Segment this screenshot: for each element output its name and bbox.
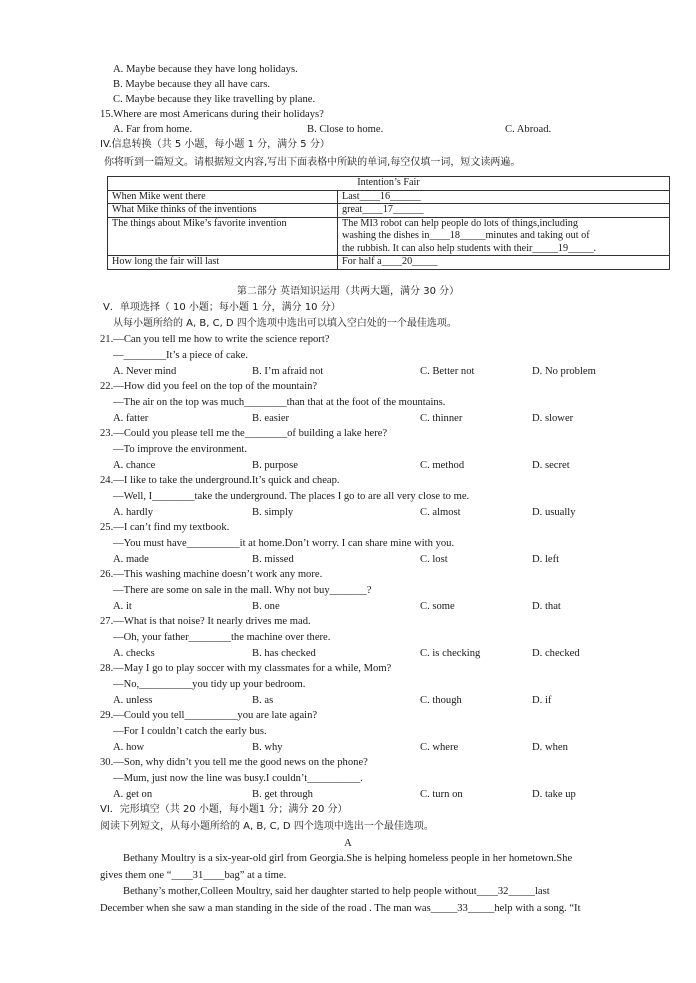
option-b: B. simply <box>252 507 294 518</box>
option-c: C. method <box>420 460 465 471</box>
option-b: B. I’m afraid not <box>252 366 324 377</box>
table-row <box>108 217 670 256</box>
option-d: D. take up <box>532 789 576 800</box>
question-reply: —The air on the top was much________than that at the foot of the mountains. <box>113 397 446 408</box>
question-stem: 22.—How did you feel on the top of the mountain? <box>100 381 318 392</box>
option-d: D. left <box>532 554 560 565</box>
question-reply: —To improve the environment. <box>113 444 248 455</box>
option-d: D. checked <box>532 648 580 659</box>
option-d: D. that <box>532 601 561 612</box>
option-a: A. hardly <box>113 507 154 518</box>
option-a: A. chance <box>113 460 156 471</box>
option-b: B. as <box>252 695 274 706</box>
q14-option-a: A. Maybe because they have long holidays. <box>113 64 298 75</box>
option-b: B. get through <box>252 789 313 800</box>
question-stem: 23.—Could you please tell me the________of building a lake here? <box>100 428 388 439</box>
option-c: C. some <box>420 601 455 612</box>
table-cell-label: What Mike thinks of the inventions <box>108 204 338 218</box>
section4-instruction: 你将听到一篇短文。请根据短文内容,写出下面表格中所缺的单词,每空仅填一词，短文读两遍。 <box>104 157 521 168</box>
table-cell-label: When Mike went there <box>108 190 338 204</box>
info-table-title: Intention’s Fair <box>108 177 670 191</box>
option-a: A. Never mind <box>113 366 177 377</box>
table-cell-value: For half a____20_____ <box>338 256 670 270</box>
option-b: B. why <box>252 742 283 753</box>
option-a: A. how <box>113 742 145 753</box>
option-c: C. almost <box>420 507 461 518</box>
passage-line: December when she saw a man standing in the side of the road . The man was_____33_____help with a song. “It <box>100 902 581 914</box>
table-cell-line: the rubbish. It can also help students with their_____19_____. <box>342 242 597 254</box>
table-cell-label: The things about Mike’s favorite invention <box>108 217 338 256</box>
question-stem: 30.—Son, why didn’t you tell me the good news on the phone? <box>100 757 368 768</box>
section4-title: IV.信息转换（共 5 小题，每小题 1 分，满分 5 分） <box>100 139 330 150</box>
q15-option-c: C. Abroad. <box>505 124 552 135</box>
option-c: C. lost <box>420 554 448 565</box>
table-cell-line: washing the dishes in____18_____minutes and taking out of <box>342 230 590 241</box>
q15-option-b: B. Close to home. <box>307 124 384 135</box>
q14-option-b: B. Maybe because they all have cars. <box>113 79 271 90</box>
option-a: A. fatter <box>113 413 149 424</box>
section6-instruction: 阅读下列短文，从每小题所给的 A, B, C, D 四个选项中选出一个最佳选项。 <box>100 821 434 832</box>
option-a: A. it <box>113 601 132 612</box>
question-stem: 27.—What is that noise? It nearly drives me mad. <box>100 616 311 627</box>
option-d: D. usually <box>532 507 576 518</box>
info-table <box>107 176 670 270</box>
question-reply: —________It’s a piece of cake. <box>113 350 249 361</box>
section5-title: V．单项选择（ 10 小题；每小题 1 分，满分 10 分） <box>103 302 341 313</box>
passage-paragraph-1 <box>100 851 639 884</box>
option-c: C. though <box>420 695 462 706</box>
q15-stem: 15.Where are most Americans during their holidays? <box>100 109 324 120</box>
option-b: B. purpose <box>252 460 298 471</box>
option-d: D. No problem <box>532 366 596 377</box>
section6-title: VI．完形填空（共 20 小题，每小题1 分；满分 20 分） <box>100 804 348 815</box>
question-reply: —Oh, your father________the machine over there. <box>113 632 331 643</box>
option-a: A. unless <box>113 695 153 706</box>
question-reply: —Well, I________take the underground. The places I go to are all very close to me. <box>113 491 470 502</box>
option-a: A. checks <box>113 648 155 659</box>
question-stem: 29.—Could you tell__________you are late again? <box>100 710 318 721</box>
table-cell-label: How long the fair will last <box>108 256 338 270</box>
question-reply: —No,__________you tidy up your bedroom. <box>113 679 306 690</box>
option-b: B. has checked <box>252 648 316 659</box>
question-stem: 28.—May I go to play soccer with my classmates for a while, Mom? <box>100 663 392 674</box>
option-c: C. turn on <box>420 789 463 800</box>
table-cell-value <box>338 217 670 256</box>
question-reply: —There are some on sale in the mall. Why not buy_______? <box>113 585 372 596</box>
option-c: C. Better not <box>420 366 475 377</box>
option-b: B. easier <box>252 413 290 424</box>
option-d: D. slower <box>532 413 574 424</box>
q15-option-a: A. Far from home. <box>113 124 193 135</box>
table-cell-value: great____17______ <box>338 204 670 218</box>
passage-label: A <box>344 838 352 849</box>
passage-line: gives them one “____31____bag” at a time. <box>100 869 287 881</box>
question-reply: —For I couldn’t catch the early bus. <box>113 726 267 737</box>
q14-option-c: C. Maybe because they like travelling by plane. <box>113 94 316 105</box>
question-stem: 21.—Can you tell me how to write the science report? <box>100 334 330 345</box>
option-b: B. missed <box>252 554 294 565</box>
option-b: B. one <box>252 601 280 612</box>
table-cell-value: Last____16______ <box>338 190 670 204</box>
question-stem: 26.—This washing machine doesn’t work any more. <box>100 569 323 580</box>
passage-line: Bethany’s mother,Colleen Moultry, said her daughter started to help people without____32_____last <box>123 886 550 897</box>
question-stem: 25.—I can’t find my textbook. <box>100 522 230 533</box>
question-stem: 24.—I like to take the underground.It’s quick and cheap. <box>100 475 340 486</box>
table-row <box>108 256 670 270</box>
table-cell-line: The MI3 robot can help people do lots of things,including <box>342 217 578 229</box>
option-d: D. secret <box>532 460 570 471</box>
option-a: A. get on <box>113 789 153 800</box>
option-d: D. when <box>532 742 568 753</box>
table-row <box>108 190 670 204</box>
section5-instruction: 从每小题所给的 A, B, C, D 四个选项中选出可以填入空白处的一个最佳选项。 <box>113 318 457 329</box>
option-c: C. thinner <box>420 413 463 424</box>
passage-paragraph-2 <box>100 884 639 917</box>
option-c: C. where <box>420 742 459 753</box>
question-reply: —You must have__________it at home.Don’t worry. I can share mine with you. <box>113 538 455 549</box>
option-c: C. is checking <box>420 648 481 659</box>
option-a: A. made <box>113 554 149 565</box>
part2-title: 第二部分 英语知识运用（共两大题，满分 30 分） <box>236 286 460 297</box>
option-d: D. if <box>532 695 552 706</box>
table-row <box>108 204 670 218</box>
passage-line: Bethany Moultry is a six-year-old girl from Georgia.She is helping homeless people in her hometown.She <box>123 853 573 864</box>
question-reply: —Mum, just now the line was busy.I couldn’t__________. <box>113 773 363 784</box>
